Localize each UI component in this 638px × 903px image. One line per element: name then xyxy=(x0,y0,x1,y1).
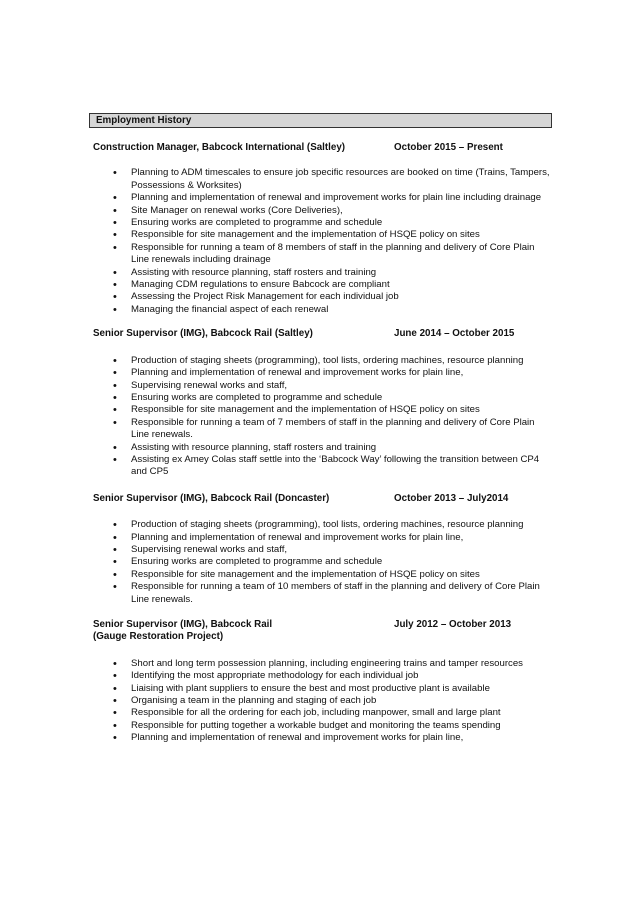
list-item: • Short and long term possession planning, including engineering trains and tamper resources xyxy=(113,658,555,670)
job-duties xyxy=(113,519,552,606)
list-item: • Responsible for running a team of 7 members of staff in the planning and delivery of Core Plain Line renewals. xyxy=(113,417,555,442)
job-header xyxy=(93,619,552,631)
list-item: • Managing CDM regulations to ensure Babcock are compliant xyxy=(113,279,555,291)
job-title: Construction Manager, Babcock International (Saltley) xyxy=(93,142,346,153)
list-item: • Responsible for all the ordering for each job, including manpower, small and large plant xyxy=(113,707,555,719)
job-title: Senior Supervisor (IMG), Babcock Rail (Doncaster) xyxy=(93,492,330,504)
list-item: • Planning and implementation of renewal and improvement works for plain line, xyxy=(113,732,555,744)
job-dates: October 2015 – Present xyxy=(394,142,503,153)
list-item: • Identifying the most appropriate methodology for each individual job xyxy=(113,670,555,682)
list-item: • Production of staging sheets (programming), tool lists, ordering machines, resource planning xyxy=(113,519,555,531)
list-item: • Liaising with plant suppliers to ensure the best and most productive plant is available xyxy=(113,683,555,695)
job-entry xyxy=(89,328,552,478)
job-title: Senior Supervisor (IMG), Babcock Rail xyxy=(93,619,273,630)
job-dates: June 2014 – October 2015 xyxy=(394,328,515,340)
job-dates: July 2012 – October 2013 xyxy=(394,619,512,630)
list-item: • Assisting ex Amey Colas staff settle into the ‘Babcock Way’ following the transition between CP4 and CP5 xyxy=(113,454,555,479)
section-title: Employment History xyxy=(96,115,192,126)
list-item: • Assessing the Project Risk Management for each individual job xyxy=(113,291,555,303)
job-duties xyxy=(113,167,552,316)
list-item: • Responsible for putting together a workable budget and monitoring the teams spending xyxy=(113,720,555,732)
list-item: • Site Manager on renewal works (Core Deliveries), xyxy=(113,205,555,217)
list-item: • Assisting with resource planning, staff rosters and training xyxy=(113,267,555,279)
list-item: • Ensuring works are completed to programme and schedule xyxy=(113,392,555,404)
list-item: • Ensuring works are completed to programme and schedule xyxy=(113,556,555,568)
list-item: • Ensuring works are completed to programme and schedule xyxy=(113,217,555,229)
list-item: • Responsible for site management and the implementation of HSQE policy on sites xyxy=(113,229,555,241)
list-item: • Supervising renewal works and staff, xyxy=(113,544,555,556)
job-title: Senior Supervisor (IMG), Babcock Rail (Saltley) xyxy=(93,328,313,340)
job-subtitle-row xyxy=(93,631,552,643)
job-header xyxy=(93,328,552,340)
list-item: • Planning to ADM timescales to ensure job specific resources are booked on time (Trains, Tampers, Possessions & Worksites) xyxy=(113,167,555,192)
list-item: • Responsible for site management and the implementation of HSQE policy on sites xyxy=(113,569,555,581)
list-item: • Planning and implementation of renewal and improvement works for plain line, xyxy=(113,532,555,544)
resume-page xyxy=(89,113,552,745)
job-duties xyxy=(113,658,552,745)
job-entry xyxy=(89,493,552,606)
job-dates: October 2013 – July2014 xyxy=(394,492,509,504)
job-entry xyxy=(89,142,552,316)
job-entry xyxy=(89,619,552,745)
list-item: • Supervising renewal works and staff, xyxy=(113,380,555,392)
job-subtitle: (Gauge Restoration Project) xyxy=(93,631,224,643)
list-item: • Production of staging sheets (programming), tool lists, ordering machines, resource planning xyxy=(113,355,555,367)
list-item: • Responsible for running a team of 8 members of staff in the planning and delivery of Core Plain Line renewals including drainage xyxy=(113,242,555,267)
list-item: • Planning and implementation of renewal and improvement works for plain line, xyxy=(113,367,555,379)
job-duties xyxy=(113,355,552,479)
list-item: • Planning and implementation of renewal and improvement works for plain line including drainage xyxy=(113,192,555,204)
list-item: • Assisting with resource planning, staff rosters and training xyxy=(113,442,555,454)
job-header xyxy=(93,493,552,505)
list-item: • Responsible for site management and the implementation of HSQE policy on sites xyxy=(113,404,555,416)
section-heading xyxy=(89,113,552,128)
list-item: • Organising a team in the planning and staging of each job xyxy=(113,695,555,707)
list-item: • Responsible for running a team of 10 members of staff in the planning and delivery of Core Plain Line renewals. xyxy=(113,581,555,606)
job-header xyxy=(93,142,552,154)
list-item: • Managing the financial aspect of each renewal xyxy=(113,304,555,316)
